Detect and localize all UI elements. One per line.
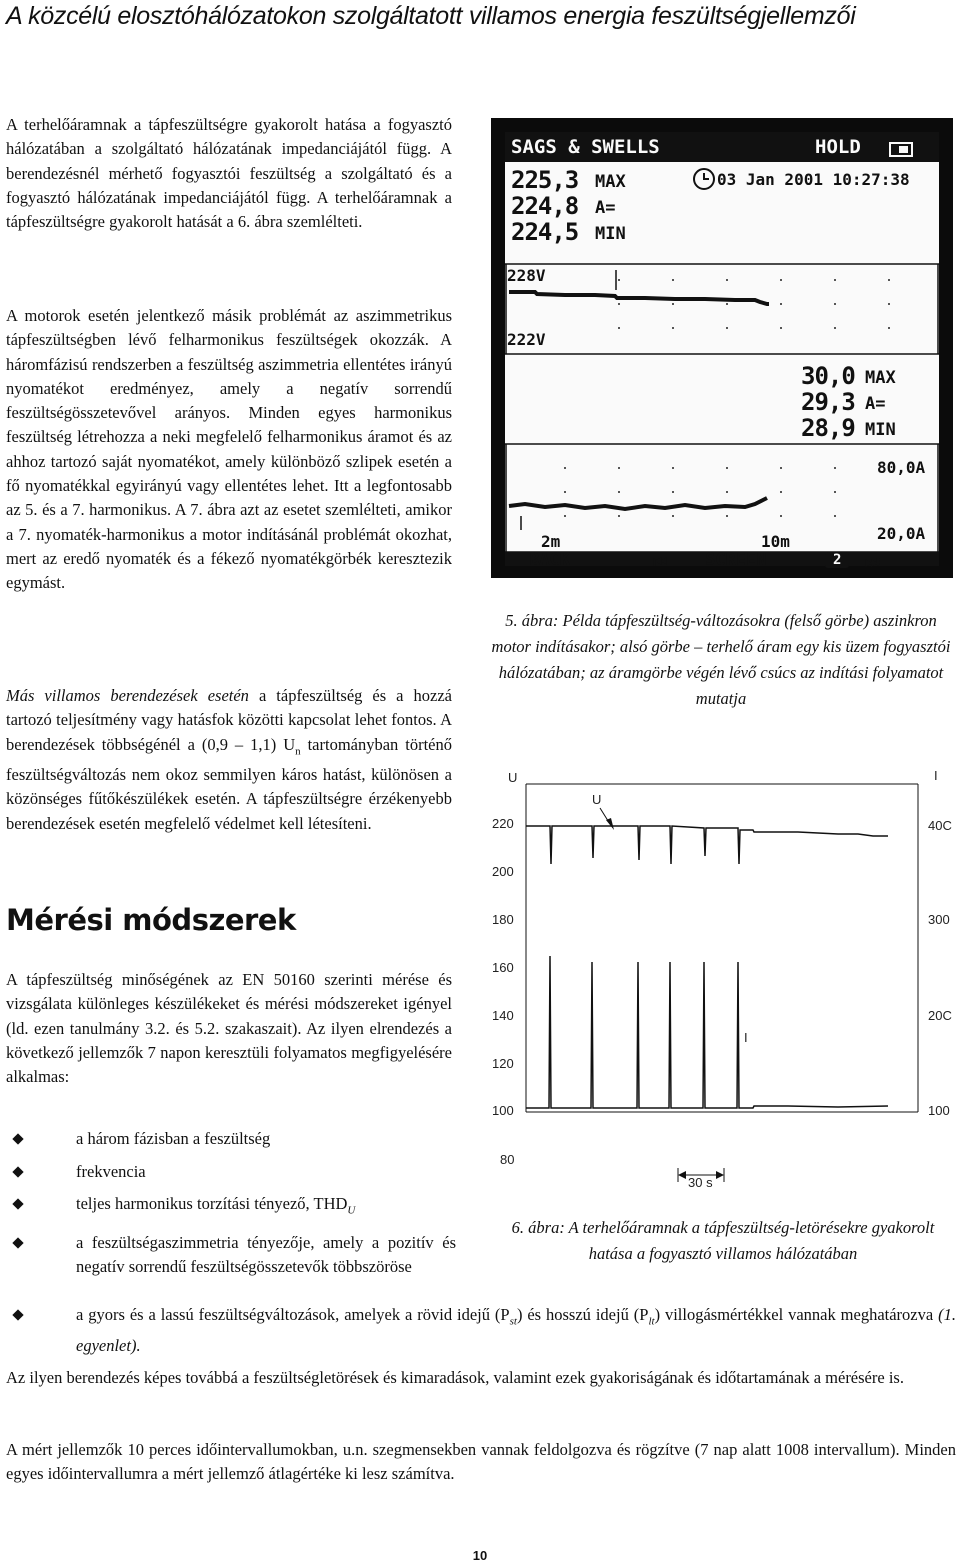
diamond-bullet-icon <box>12 1133 23 1144</box>
list-item-text: ) villogásmértékkel vannak meghatározva <box>654 1305 939 1324</box>
list-item-text: teljes harmonikus torzítási tényező, THD <box>76 1194 348 1213</box>
paragraph-6 <box>6 1438 956 1487</box>
voltage-min-label: MIN <box>595 224 626 244</box>
u-tick: 120 <box>492 1056 514 1071</box>
list-item <box>6 1127 456 1152</box>
scope-hold: HOLD <box>815 136 861 158</box>
paragraph-4-text: A tápfeszültség minőségének az EN 50160 szerinti mérése és vizsgálata különleges készülékeket és mérési módszereket igényel (ld. ezen tanulmány 3.2. és 5.2. szakaszait). Az ilyen elrendezés a következő jellemzők 7 napon keresztüli folyamatos megfigyelésére alkalmas: <box>6 970 452 1087</box>
paragraph-3-italic: Más villamos berendezések esetén <box>6 686 249 705</box>
list-item-text: a három fázisban a feszültség <box>76 1129 271 1148</box>
diamond-bullet-icon <box>12 1166 23 1177</box>
diamond-bullet-icon <box>12 1237 23 1248</box>
voltage-bottom-scale: 222V <box>507 330 546 349</box>
u-axis-label: U <box>508 770 518 785</box>
u-tick: 80 <box>500 1152 515 1167</box>
list-item-sub: U <box>347 1204 356 1217</box>
list-item <box>6 1303 956 1358</box>
skip-forward-icon: ⏭ <box>865 552 880 571</box>
page-number: 10 <box>472 1548 488 1563</box>
list-item-italic: (1. egyenlet). <box>76 1305 956 1355</box>
scope-mode: SAGS & SWELLS <box>511 136 660 158</box>
u-tick: 140 <box>492 1008 514 1023</box>
current-bottom-scale: 20,0A <box>877 524 926 543</box>
paragraph-5 <box>6 1366 956 1390</box>
time-right-label: 10m <box>761 532 790 551</box>
back-button-label: BACK <box>529 550 570 570</box>
scope-figure <box>491 118 953 578</box>
current-top-scale: 80,0A <box>877 458 926 477</box>
list-item <box>6 1160 456 1185</box>
time-left-label: 2m <box>541 532 561 551</box>
scope-datetime: 03 Jan 2001 10:27:38 <box>717 170 910 189</box>
i-tick: 100 <box>928 1103 950 1118</box>
screen-button-label: SCREEN <box>705 550 767 570</box>
page-indicator: 2 <box>825 552 849 568</box>
figure-5-caption: 5. ábra: Példa tápfeszültség-változásokra (felső görbe) aszinkron motor indításakor; alsó görbe – terhelő áram egy kis üzem fogyasztói hálózatában; az áramgörbe végén lévő csúcs az indítási folyamatot mutatja <box>491 611 951 708</box>
diamond-bullet-icon <box>12 1309 23 1320</box>
figure-6 <box>488 760 958 1200</box>
u-tick: 160 <box>492 960 514 975</box>
list-item <box>6 1192 456 1223</box>
voltage-max-value: 225,3 <box>511 166 579 194</box>
paragraph-5-text: Az ilyen berendezés képes továbbá a feszültségletörések és kimaradások, valamint ezek gyakoriságának és időtartamának a mérésére is. <box>6 1368 904 1387</box>
list-item-sub: st <box>509 1315 517 1328</box>
voltage-top-scale: 228V <box>507 266 546 285</box>
current-max-value: 30,0 <box>801 362 855 390</box>
paragraph-3-sub: n <box>295 744 301 757</box>
current-max-label: MAX <box>865 368 896 388</box>
scope-plot <box>505 132 939 566</box>
page-title: A közcélú elosztóhálózatokon szolgáltatott villamos energia feszültségjellemzői <box>6 2 856 30</box>
voltage-min-value: 224,5 <box>511 218 579 246</box>
u-tick: 220 <box>492 816 514 831</box>
i-tick: 40C <box>928 818 952 833</box>
time-scale-label: 30 s <box>688 1175 713 1190</box>
i-tick: 300 <box>928 912 950 927</box>
current-avg-value: 29,3 <box>801 388 855 416</box>
u-curve-label: U <box>592 792 602 807</box>
u-tick: 200 <box>492 864 514 879</box>
i-axis-label: I <box>934 768 938 783</box>
u-tick: 100 <box>492 1103 514 1118</box>
current-min-label: MIN <box>865 420 896 440</box>
i-tick: 20C <box>928 1008 952 1023</box>
i-curve-label: I <box>744 1030 748 1045</box>
voltage-avg-value: 224,8 <box>511 192 579 220</box>
paragraph-1-text: A terhelőáramnak a tápfeszültségre gyakorolt hatása a fogyasztó hálózatában a szolgáltató hálózatának impedanciájától függ. A berendezésnél mérhető fogyasztói feszültség a szolgáltató és a fogyasztó hálózatának impedanciájától függ. A terhelőáramnak a tápfeszültségre gyakorolt hatását a 6. ábra szemlélteti. <box>6 115 452 232</box>
voltage-max-label: MAX <box>595 172 626 192</box>
list-item-text: ) és hosszú idejű (P <box>516 1305 649 1324</box>
figure-6-plot <box>488 760 958 1200</box>
skip-back-icon: ⏮ <box>653 552 668 571</box>
bullet-list <box>6 1127 456 1288</box>
paragraph-2-text: A motorok esetén jelentkező másik problémát az aszimmetrikus tápfeszültségben lévő felharmonikus feszültségek okozzák. A háromfázisú rendszerben a feszültség aszimmetria ellentétes irányú nyomatékot eredményez, amely a negatív sorrendű feszültségösszetevővel arányos. Minden egyes harmonikus feszültség létrehozza a neki megfelelő felharmonikus áramot és az ahhoz tartozó saját nyomatékot, amely különböző szlipek esetén a fő nyomatékkal egyirányú vagy ellentétes lehet. Itt a legfontosabb az 5. és a 7. harmonikus. A 7. ábra azt az esetet szemlélteti, amikor a 7. nyomaték-harmonikus a motor indításánál problémát okozhat, mert az eredő nyomaték és a fékező nyomatékgörbék keresztezik egymást. <box>6 306 452 593</box>
list-item-text: frekvencia <box>76 1161 146 1181</box>
u-tick: 180 <box>492 912 514 927</box>
current-avg-label: A= <box>865 394 886 414</box>
paragraph-3-text <box>6 684 452 836</box>
voltage-avg-label: A= <box>595 198 616 218</box>
paragraph-3-part-a: a tápfeszültség és a hozzá tartozó teljesítmény vagy hatásfok közötti kapcsolat lehet fontos. A berendezések többségénél a (0,9 – 1,1) U <box>6 686 452 754</box>
list-item <box>6 1231 456 1280</box>
list-item-sub: lt <box>648 1315 655 1328</box>
current-min-value: 28,9 <box>801 414 855 442</box>
diamond-bullet-icon <box>12 1198 23 1209</box>
section-heading: Mérési módszerek <box>6 903 296 937</box>
scope-screen <box>505 132 939 571</box>
paragraph-4 <box>6 968 452 1089</box>
paragraph-6-text: A mért jellemzők 10 perces időintervallumokban, u.n. szegmensekben vannak feldolgozva és rögzítve (7 nap alatt 1008 intervallum). Minden egyes időintervallumra a mért jellemző átlagértéke ki lesz számítva. <box>6 1440 956 1484</box>
list-item-text: a feszültségaszimmetria tényezője, amely a pozitív és negatív sorrendű feszültségösszetevők többszöröse <box>76 1232 456 1277</box>
list-item-text: a gyors és a lassú feszültségváltozások, amelyek a rövid idejű (P <box>76 1305 510 1324</box>
paragraph-1 <box>6 113 452 234</box>
bullet-list-wide <box>6 1303 956 1366</box>
paragraph-3-part-b: tartományban történő feszültségváltozás nem okoz semmilyen káros hatást, különösen a közönséges fűtőkészülékek esetén. A tápfeszültségre érzékenyebb berendezések esetén megfelelő védelmet kell létesíteni. <box>6 734 452 833</box>
paragraph-3 <box>6 684 452 836</box>
paragraph-2 <box>6 304 452 596</box>
figure-6-caption: 6. ábra: A terhelőáramnak a tápfeszültség-letörésekre gyakorolt hatása a fogyasztó villamos hálózatában <box>511 1218 935 1263</box>
